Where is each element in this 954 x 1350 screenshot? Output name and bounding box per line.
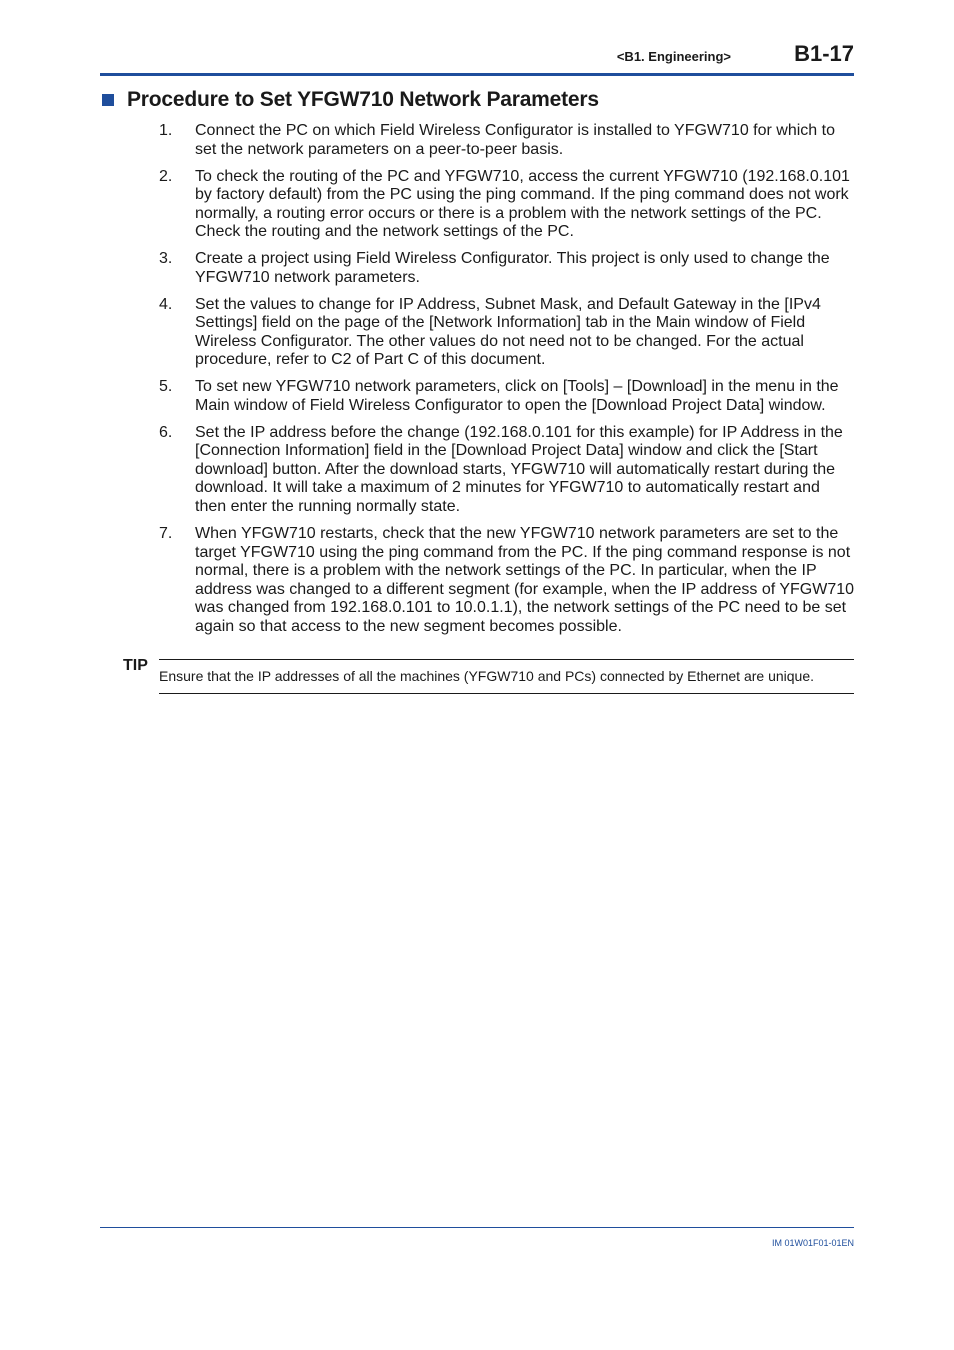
step-item bbox=[159, 525, 859, 636]
step-number: 6. bbox=[159, 423, 173, 441]
step-number: 7. bbox=[159, 525, 173, 543]
tip-label: TIP bbox=[123, 657, 148, 674]
tip-bottom-divider bbox=[159, 693, 854, 694]
tip-top-divider bbox=[159, 659, 854, 660]
step-text: Set the values to change for IP Address, Subnet Mask, and Default Gateway in the [IPv4 Settings] field on the page of the [Network Information] tab in the Main window of Field Wireless Configurator. The other values do not need not to be changed. For the actual procedure, refer to C2 of Part C of this document. bbox=[195, 295, 821, 369]
step-text: Connect the PC on which Field Wireless Configurator is installed to YFGW710 for which to set the network parameters on a peer-to-peer basis. bbox=[195, 122, 835, 158]
step-text: Create a project using Field Wireless Configurator. This project is only used to change the YFGW710 network parameters. bbox=[195, 250, 830, 286]
tip-text: Ensure that the IP addresses of all the machines (YFGW710 and PCs) connected by Ethernet are unique. bbox=[159, 668, 814, 684]
step-text: To set new YFGW710 network parameters, click on [Tools] – [Download] in the menu in the Main window of Field Wireless Configurator to open the [Download Project Data] window. bbox=[195, 378, 839, 414]
page-number: B1-17 bbox=[794, 41, 854, 66]
procedure-steps bbox=[159, 122, 859, 645]
header-divider bbox=[100, 73, 854, 76]
section-title: Procedure to Set YFGW710 Network Parameters bbox=[127, 88, 599, 111]
step-number: 2. bbox=[159, 167, 173, 185]
chapter-label: <B1. Engineering> bbox=[616, 49, 731, 64]
section-heading bbox=[102, 88, 599, 112]
step-item bbox=[159, 122, 859, 159]
step-number: 3. bbox=[159, 250, 173, 268]
step-item bbox=[159, 250, 859, 287]
document-number: IM 01W01F01-01EN bbox=[771, 1238, 854, 1248]
step-number: 4. bbox=[159, 295, 173, 313]
square-bullet-icon bbox=[102, 94, 114, 106]
step-item bbox=[159, 168, 859, 242]
step-text: When YFGW710 restarts, check that the new YFGW710 network parameters are set to the target YFGW710 using the ping command from the PC. If the ping command response is not normal, there is a problem with the network settings of the PC. In particular, when the IP address was changed to a different segment (for example, when the IP address of YFGW710 was changed from 192.168.0.101 to 10.0.1.1), the network settings of the PC need to be set again so that access to the new segment becomes possible. bbox=[195, 525, 855, 635]
step-text: Set the IP address before the change (192.168.0.101 for this example) for IP Address in the [Connection Information] field in the [Download Project Data] window and click the [Start download] button. After the download starts, YFGW710 will automatically restart during the download. It will take a maximum of 2 minutes for YFGW710 to automatically restart and then enter the running normally state. bbox=[195, 423, 843, 515]
step-item bbox=[159, 296, 859, 370]
footer-divider bbox=[100, 1227, 854, 1228]
step-text: To check the routing of the PC and YFGW710, access the current YFGW710 (192.168.0.101 by factory default) from the PC using the ping command. If the ping command does not work normally, a routing error occurs or there is a problem with the network settings of the PC. Check the routing and the network settings of the PC. bbox=[195, 167, 850, 241]
step-item bbox=[159, 424, 859, 517]
step-number: 1. bbox=[159, 122, 173, 139]
step-item bbox=[159, 378, 859, 415]
step-number: 5. bbox=[159, 378, 173, 396]
